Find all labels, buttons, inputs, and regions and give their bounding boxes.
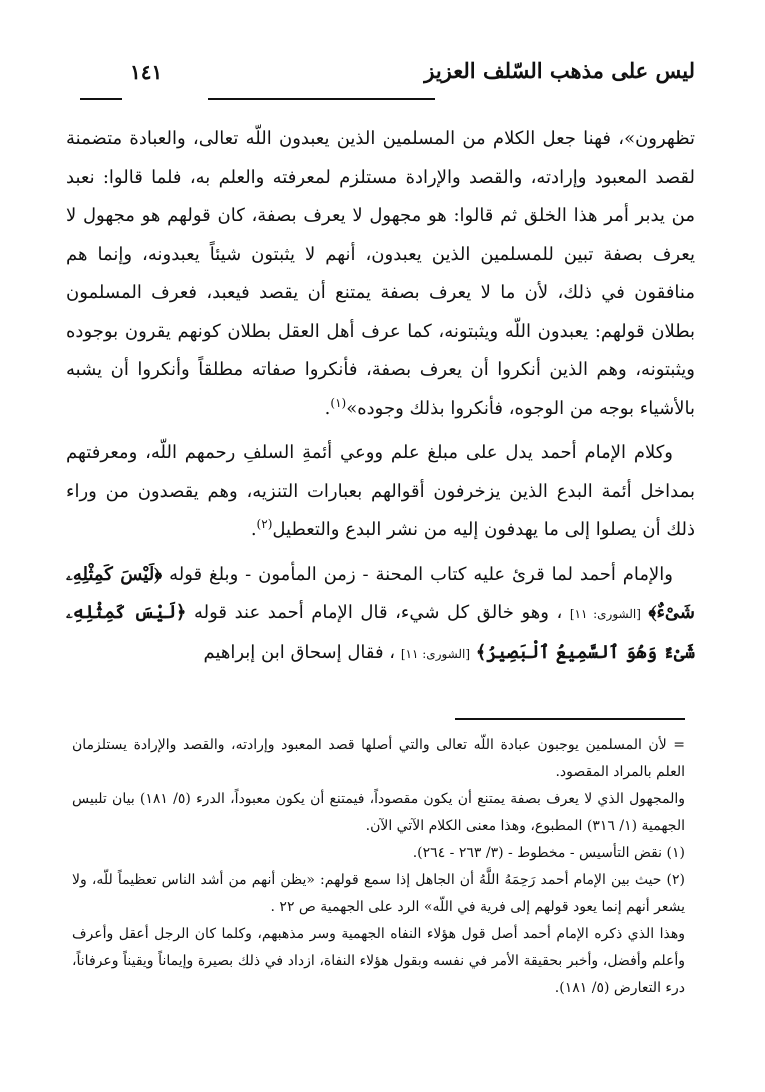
paragraph-3-text-a: والإمام أحمد لما قرئ عليه كتاب المحنة - زمن المأمون - وبلغ قوله (169, 563, 673, 585)
main-text (66, 120, 695, 679)
running-header (70, 58, 695, 98)
page-number: ١٤١ (130, 60, 163, 84)
paragraph-3 (66, 556, 695, 674)
footnotes (72, 732, 685, 1002)
paragraph-2-text: وكلام الإمام أحمد يدل على مبلغ علم ووعي أئمةِ السلفِ رحمهم اللّه، ومعرفتهم بمداخل أئمة البدع الذين يزخرفون أقوالهم بعبارات التنزيه، وهم يقصدون من وراء ذلك أن يصلوا إلى ما يهدفون إليه من نشر البدع والتعطيل (66, 442, 695, 540)
footnote-continuation-2: والمجهول الذي لا يعرف بصفة يمتنع أن يكون مقصوداً، فيمتنع أن يكون معبوداً، الدرء (٥/ ١٨١) بيان تلبيس الجهمية (١/ ٣١٦) المطبوع، وهذا معنى الكلام الآتي الآن. (72, 791, 685, 834)
quran-verse-2: ﴿لَيْسَ كَمِثْلِهِۦ شَىْءٌ وَهُوَ ٱلسَّمِيعُ ٱلْبَصِيرُ﴾ (66, 602, 695, 663)
header-rule-right (208, 98, 435, 100)
paragraph-1: تظهرون»، فهنا جعل الكلام من المسلمين الذين يعبدون اللّه تعالى، والعبادة متضمنة لقصد المعبود وإرادته، والقصد والإرادة مستلزم لمعرفته والعلم به، فلما قالوا: نعبد من يدبر أمر هذا الخلق ثم قالوا: هو مجهول لا يعرف بصفة، كان قولهم هو مجهول لا يعرف بصفة تبين للمسلمين الذين يعبدون، أنهم لا يثبتون شيئاً يعبدونه، وإنما هم منافقون في ذلك، لأن ما لا يعرف بصفة يمتنع أن يقصد فيعبد، فعرف المسلمون بطلان قولهم: يعبدون اللّه ويثبتونه، كما عرف أهل العقل بطلان كونهم يقرون بوجوده ويثبتونه، وهم الذين أنكروا أن يعرف بصفة، فأنكروا صفاته مطلقاً وأنكروا أن يشبه بالأشياء بوجه من الوجوه، فأنكروا بذلك وجوده»$^{(١)}$. (66, 128, 695, 419)
header-rule-left (80, 98, 122, 100)
paragraph-3-text-b: ، وهو خالق كل شيء، قال الإمام أحمد عند قوله (193, 602, 563, 623)
paragraph-2: وكلام الإمام أحمد يدل على مبلغ علم ووعي أئمةِ السلفِ رحمهم اللّه، ومعرفتهم بمداخل أئمة البدع الذين يزخرفون أقوالهم بعبارات التنزيه، وهم يقصدون من وراء ذلك أن يصلوا إلى ما يهدفون إليه من نشر البدع والتعطيل$^{(٢)}$. (66, 442, 695, 540)
footnote-1: (١) نقض التأسيس - مخطوط - (٣/ ٢٦٣ - ٢٦٤). (412, 845, 685, 861)
quran-verse-1: ﴿لَيْسَ كَمِثْلِهِۦ شَىْءٌ﴾ (66, 563, 695, 623)
footnote-continuation-1: = لأن المسلمين يوجبون عبادة اللّه تعالى والتي أصلها قصد المعبود وإرادته، والقصد والإرادة يستلزمان العلم بالمراد المقصود. (72, 737, 685, 780)
surah-reference-2: [الشورى: ١١] (400, 646, 471, 661)
paragraph-3-text-c: ، فقال إسحاق ابن إبراهيم (203, 641, 396, 663)
paragraph-1-text: تظهرون»، فهنا جعل الكلام من المسلمين الذين يعبدون اللّه تعالى، والعبادة متضمنة لقصد المعبود وإرادته، والقصد والإرادة مستلزم لمعرفته والعلم به، فلما قالوا: نعبد من يدبر أمر هذا الخلق ثم قالوا: هو مجهول لا يعرف بصفة، كان قولهم هو مجهول لا يعرف بصفة تبين للمسلمين الذين يعبدون، أنهم لا يثبتون شيئاً يعبدونه، وإنما هم منافقون في ذلك، لأن ما لا يعرف بصفة يمتنع أن يقصد فيعبد، فعرف المسلمون بطلان قولهم: يعبدون اللّه ويثبتونه، كما عرف أهل العقل بطلان كونهم يقرون بوجوده ويثبتونه، وهم الذين أنكروا أن يعرف بصفة، فأنكروا صفاته مطلقاً وأنكروا أن يشبه بالأشياء بوجه من الوجوه، فأنكروا بذلك وجوده» (66, 128, 695, 419)
surah-reference-1: [الشورى: ١١] (569, 607, 641, 621)
running-title: ليس على مذهب السّلف العزيز (424, 58, 695, 83)
footnote-2-continued: وهذا الذي ذكره الإمام أحمد أصل قول هؤلاء النفاه الجهمية وسر مذهبهم، وكلما كان الرجل أعقل وأعرف وأعلم وأفضل، وأخبر بحقيقة الأمر في نفسه وبقول هؤلاء النفاة، ازداد في ذلك بصيرة وإيماناً ويقيناً وعرفاناً، درء التعارض (٥/ ١٨١). (72, 926, 685, 996)
footnote-ref-2: (٢) (256, 517, 273, 531)
footnote-separator (455, 718, 685, 720)
footnote-ref-1: (١) (330, 395, 347, 410)
footnote-2: (٢) حيث بين الإمام أحمد رَحِمَهُ اللَّهُ أن الجاهل إذا سمع قولهم: «يظن أنهم من أشد الناس تعظيماً للّه، ولا يشعر أنهم إنما يعود قولهم إلى فرية في اللّه» الرد على الجهمية ص ٢٢ . (72, 872, 685, 915)
